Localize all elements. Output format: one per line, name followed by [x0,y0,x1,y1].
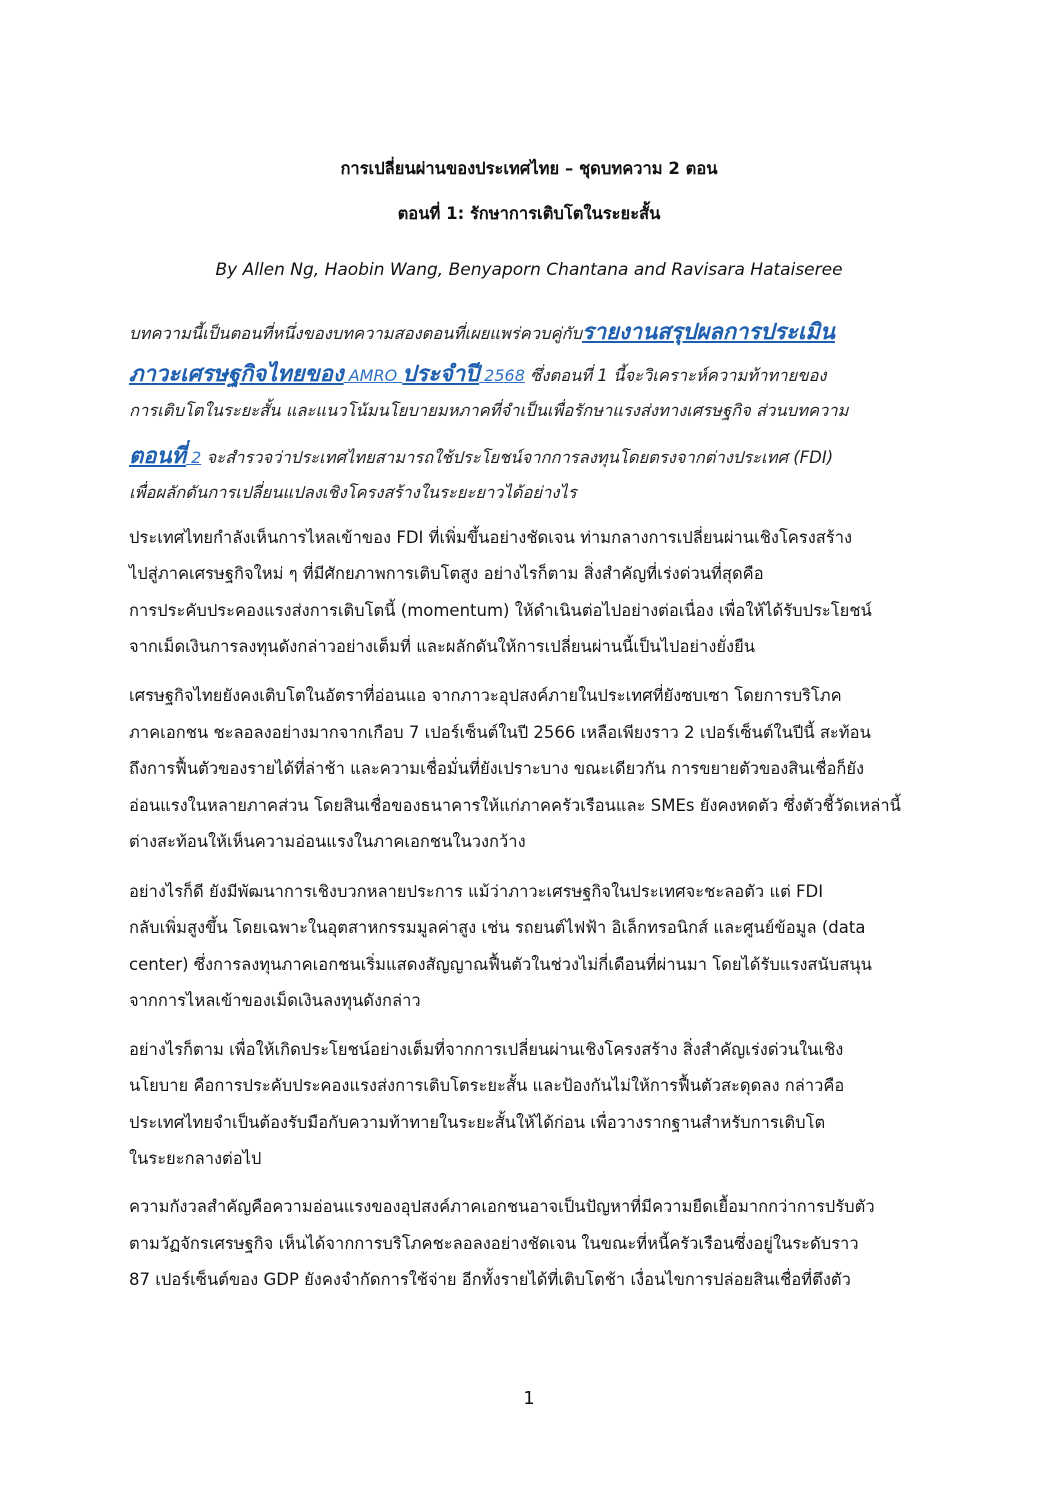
body-line: ถึงการฟื้นตัวของรายได้ที่ล่าช้า และความเชื่อมั่นที่ยังเปราะบาง ขณะเดียวกัน การขยายตัวของสินเชื่อก็ยัง [129,759,865,778]
body-line: เศรษฐกิจไทยยังคงเติบโตในอัตราที่อ่อนแอ จากภาวะอุปสงค์ภายในประเทศที่ยังซบเซา โดยการบริโภค [129,686,842,705]
thai-economy-link[interactable]: ภาวะเศรษฐกิจไทยของ [129,362,344,387]
intro-text: จะสำรวจว่าประเทศไทยสามารถใช้ประโยชน์จากการลงทุนโดยตรงจากต่างประเทศ (FDI) [201,448,834,467]
body-line: ภาคเอกชน ชะลอลงอย่างมากจากเกือบ 7 เปอร์เซ็นต์ในปี 2566 เหลือเพียงราว 2 เปอร์เซ็นต์ในปีนี้ สะท้อน [129,723,871,742]
body-line: นโยบาย คือการประคับประคองแรงส่งการเติบโตระยะสั้น และป้องกันไม่ให้การฟื้นตัวสะดุดลง กล่าวคือ [129,1076,845,1095]
author-byline: By Allen Ng, Haobin Wang, Benyaporn Chantana and Ravisara Hataiseree [215,260,843,280]
body-line: อ่อนแรงในหลายภาคส่วน โดยสินเชื่อของธนาคารให้แก่ภาคครัวเรือนและ SMEs ยังคงหดตัว ซึ่งตัวชี้วัดเหล่านี้ [129,796,901,815]
intro-line-1 [129,314,835,349]
amro-link[interactable]: AMRO [343,366,403,385]
intro-line-2 [129,356,826,391]
body-line: ตามวัฏจักรเศรษฐกิจ เห็นได้จากการบริโภคชะลอลงอย่างชัดเจน ในขณะที่หนี้ครัวเรือนซึ่งอยู่ในระดับราว [129,1234,859,1253]
part-two-link[interactable]: ตอนที่ [129,444,187,469]
document-title: การเปลี่ยนผ่านของประเทศไทย – ชุดบทความ 2 ตอน [340,159,718,178]
body-line: กลับเพิ่มสูงขึ้น โดยเฉพาะในอุตสาหกรรมมูลค่าสูง เช่น รถยนต์ไฟฟ้า อิเล็กทรอนิกส์ และศูนย์ข้อมูล (data [129,918,866,937]
body-line: ไปสู่ภาคเศรษฐกิจใหม่ ๆ ที่มีศักยภาพการเติบโตสูง อย่างไรก็ตาม สิ่งสำคัญที่เร่งด่วนที่สุดคือ [129,564,764,583]
intro-text: บทความนี้เป็นตอนที่หนึ่งของบทความสองตอนที่เผยแพร่ควบคู่กับ [129,324,582,343]
intro-line-5: เพื่อผลักดันการเปลี่ยนแปลงเชิงโครงสร้างในระยะยาวได้อย่างไร [129,483,577,502]
body-line: จากเม็ดเงินการลงทุนดังกล่าวอย่างเต็มที่ และผลักดันให้การเปลี่ยนผ่านนี้เป็นไปอย่างยั่งยืน [129,637,756,656]
year-link[interactable]: 2568 [479,366,525,385]
assessment-report-link[interactable]: รายงานสรุปผลการประเมิน [581,320,835,345]
body-line: center) ซึ่งการลงทุนภาคเอกชนเริ่มแสดงสัญญาณฟื้นตัวในช่วงไม่กี่เดือนที่ผ่านมา โดยได้รับแรงสนับสนุน [129,955,872,974]
body-line: ในระยะกลางต่อไป [129,1149,262,1168]
body-line: จากการไหลเข้าของเม็ดเงินลงทุนดังกล่าว [129,991,421,1010]
body-line: ประเทศไทยกำลังเห็นการไหลเข้าของ FDI ที่เพิ่มขึ้นอย่างชัดเจน ท่ามกลางการเปลี่ยนผ่านเชิงโครงสร้าง [129,528,853,547]
document-subtitle: ตอนที่ 1: รักษาการเติบโตในระยะสั้น [397,204,661,223]
body-line: 87 เปอร์เซ็นต์ของ GDP ยังคงจำกัดการใช้จ่าย อีกทั้งรายได้ที่เติบโตช้า เงื่อนไขการปล่อยสินเชื่อที่ตึงตัว [129,1270,851,1289]
intro-line-4 [129,438,833,473]
body-line: ความกังวลสำคัญคือความอ่อนแรงของอุปสงค์ภาคเอกชนอาจเป็นปัญหาที่มีความยืดเยื้อมากกว่าการปรับตัว [129,1197,875,1216]
page-number: 1 [523,1388,535,1409]
body-line: ประเทศไทยจำเป็นต้องรับมือกับความท้าทายในระยะสั้นให้ได้ก่อน เพื่อวางรากฐานสำหรับการเติบโต [129,1113,826,1132]
body-line: อย่างไรก็ตาม เพื่อให้เกิดประโยชน์อย่างเต็มที่จากการเปลี่ยนผ่านเชิงโครงสร้าง สิ่งสำคัญเร่งด่วนในเชิง [129,1040,844,1059]
annual-link[interactable]: ประจำปี [402,362,480,387]
intro-text: ซึ่งตอนที่ 1 นี้จะวิเคราะห์ความท้าทายของ [524,366,827,385]
body-line: อย่างไรก็ดี ยังมีพัฒนาการเชิงบวกหลายประการ แม้ว่าภาวะเศรษฐกิจในประเทศจะชะลอตัว แต่ FDI [129,882,824,901]
intro-line-3: การเติบโตในระยะสั้น และแนวโน้มนโยบายมหภาคที่จำเป็นเพื่อรักษาแรงส่งทางเศรษฐกิจ ส่วนบทความ [129,401,849,420]
part-two-number-link[interactable]: 2 [186,448,202,467]
body-line: ต่างสะท้อนให้เห็นความอ่อนแรงในภาคเอกชนในวงกว้าง [129,832,526,851]
body-line: การประคับประคองแรงส่งการเติบโตนี้ (momentum) ให้ดำเนินต่อไปอย่างต่อเนื่อง เพื่อให้ได้รับประโยชน์ [129,601,872,620]
